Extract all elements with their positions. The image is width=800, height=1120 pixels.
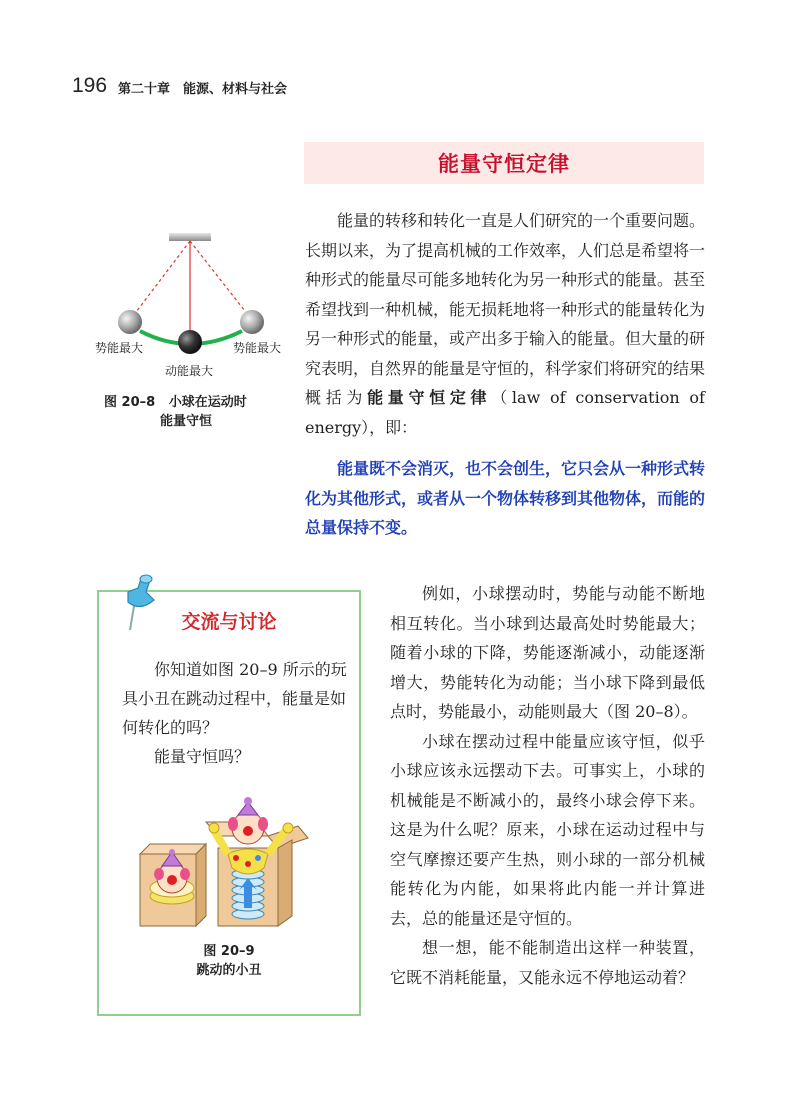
discussion-text bbox=[122, 655, 350, 771]
chapter-title: 第二十章 能源、材料与社会 bbox=[118, 82, 288, 97]
label-potential-max-right: 势能最大 bbox=[233, 341, 282, 355]
label-kinetic-max: 动能最大 bbox=[165, 364, 214, 378]
figure-20-9-caption: 跳动的小丑 bbox=[196, 963, 262, 978]
string-right bbox=[190, 241, 252, 320]
figure-20-8-caption-line2: 能量守恒 bbox=[160, 414, 213, 429]
right-clown-box bbox=[206, 797, 308, 926]
pivot-bar bbox=[169, 233, 211, 241]
body-paragraph-1: 例如，小球摆动时，势能与动能不断地相互转化。当小球到达最高处时势能最大；随着小球的下降，势能逐渐减小，动能逐渐增大，势能转化为动能；当小球下降到最低点时，势能最小，动能则最大（图 20–8）。 bbox=[390, 584, 705, 721]
ball-bottom bbox=[178, 330, 202, 354]
ball-left bbox=[118, 310, 142, 334]
body-text bbox=[390, 579, 705, 992]
figure-20-8-number: 图 20–8 bbox=[104, 395, 156, 410]
intro-text: 能量的转移和转化一直是人们研究的一个重要问题。长期以来，为了提高机械的工作效率，人们总是希望将一种形式的能量尽可能多地转化为另一种形式的能量。甚至希望找到一种机械，能无损耗地将一种形式的能量转化为另一种形式的能量，或产出多于输入的能量。但大量的研究表明，自然界的能量是守恒的，科学家们将研究的结果概括为 bbox=[305, 211, 706, 407]
figure-20-9-number: 图 20–9 bbox=[203, 944, 255, 959]
figure-20-8-caption-line1: 小球在运动时 bbox=[168, 395, 247, 410]
label-potential-max-left: 势能最大 bbox=[95, 341, 144, 355]
jumping-clown-figure bbox=[136, 796, 326, 936]
discussion-question: 你知道如图 20–9 所示的玩具小丑在跳动过程中，能量是如何转化的吗？ bbox=[122, 660, 347, 737]
discussion-question-2: 能量守恒吗？ bbox=[154, 747, 251, 766]
body-paragraph-2: 小球在摆动过程中能量应该守恒，似乎小球应该永远摆动下去。可事实上，小球的机械能是不断减小的，最终小球会停下来。这是为什么呢？原来，小球在运动过程中与空气摩擦还要产生热，则小球的一部分机械能转化为内能，如果将此内能一并计算进去，总的能量还是守恒的。 bbox=[390, 731, 705, 928]
left-clown-box bbox=[140, 844, 206, 926]
law-statement: 能量既不会消灭，也不会创生，它只会从一种形式转化为其他形式，或者从一个物体转移到其他物体，而能的总量保持不变。 bbox=[305, 459, 706, 537]
figure-20-8-caption bbox=[104, 391, 284, 410]
key-term: 能量守恒定律 bbox=[367, 388, 492, 407]
intro-text-after: （law of conservation of energy），即： bbox=[305, 388, 705, 437]
body-paragraph-3: 想一想，能不能制造出这样一种装置，它既不消耗能量，又能永远不停地运动着？ bbox=[390, 938, 705, 987]
page-number: 196 bbox=[72, 74, 108, 97]
discussion-title: 交流与讨论 bbox=[181, 611, 277, 633]
string-left bbox=[130, 241, 190, 320]
section-title-band bbox=[304, 142, 704, 184]
intro-paragraph bbox=[305, 206, 705, 442]
ball-right bbox=[240, 310, 264, 334]
section-title: 能量守恒定律 bbox=[438, 152, 570, 176]
